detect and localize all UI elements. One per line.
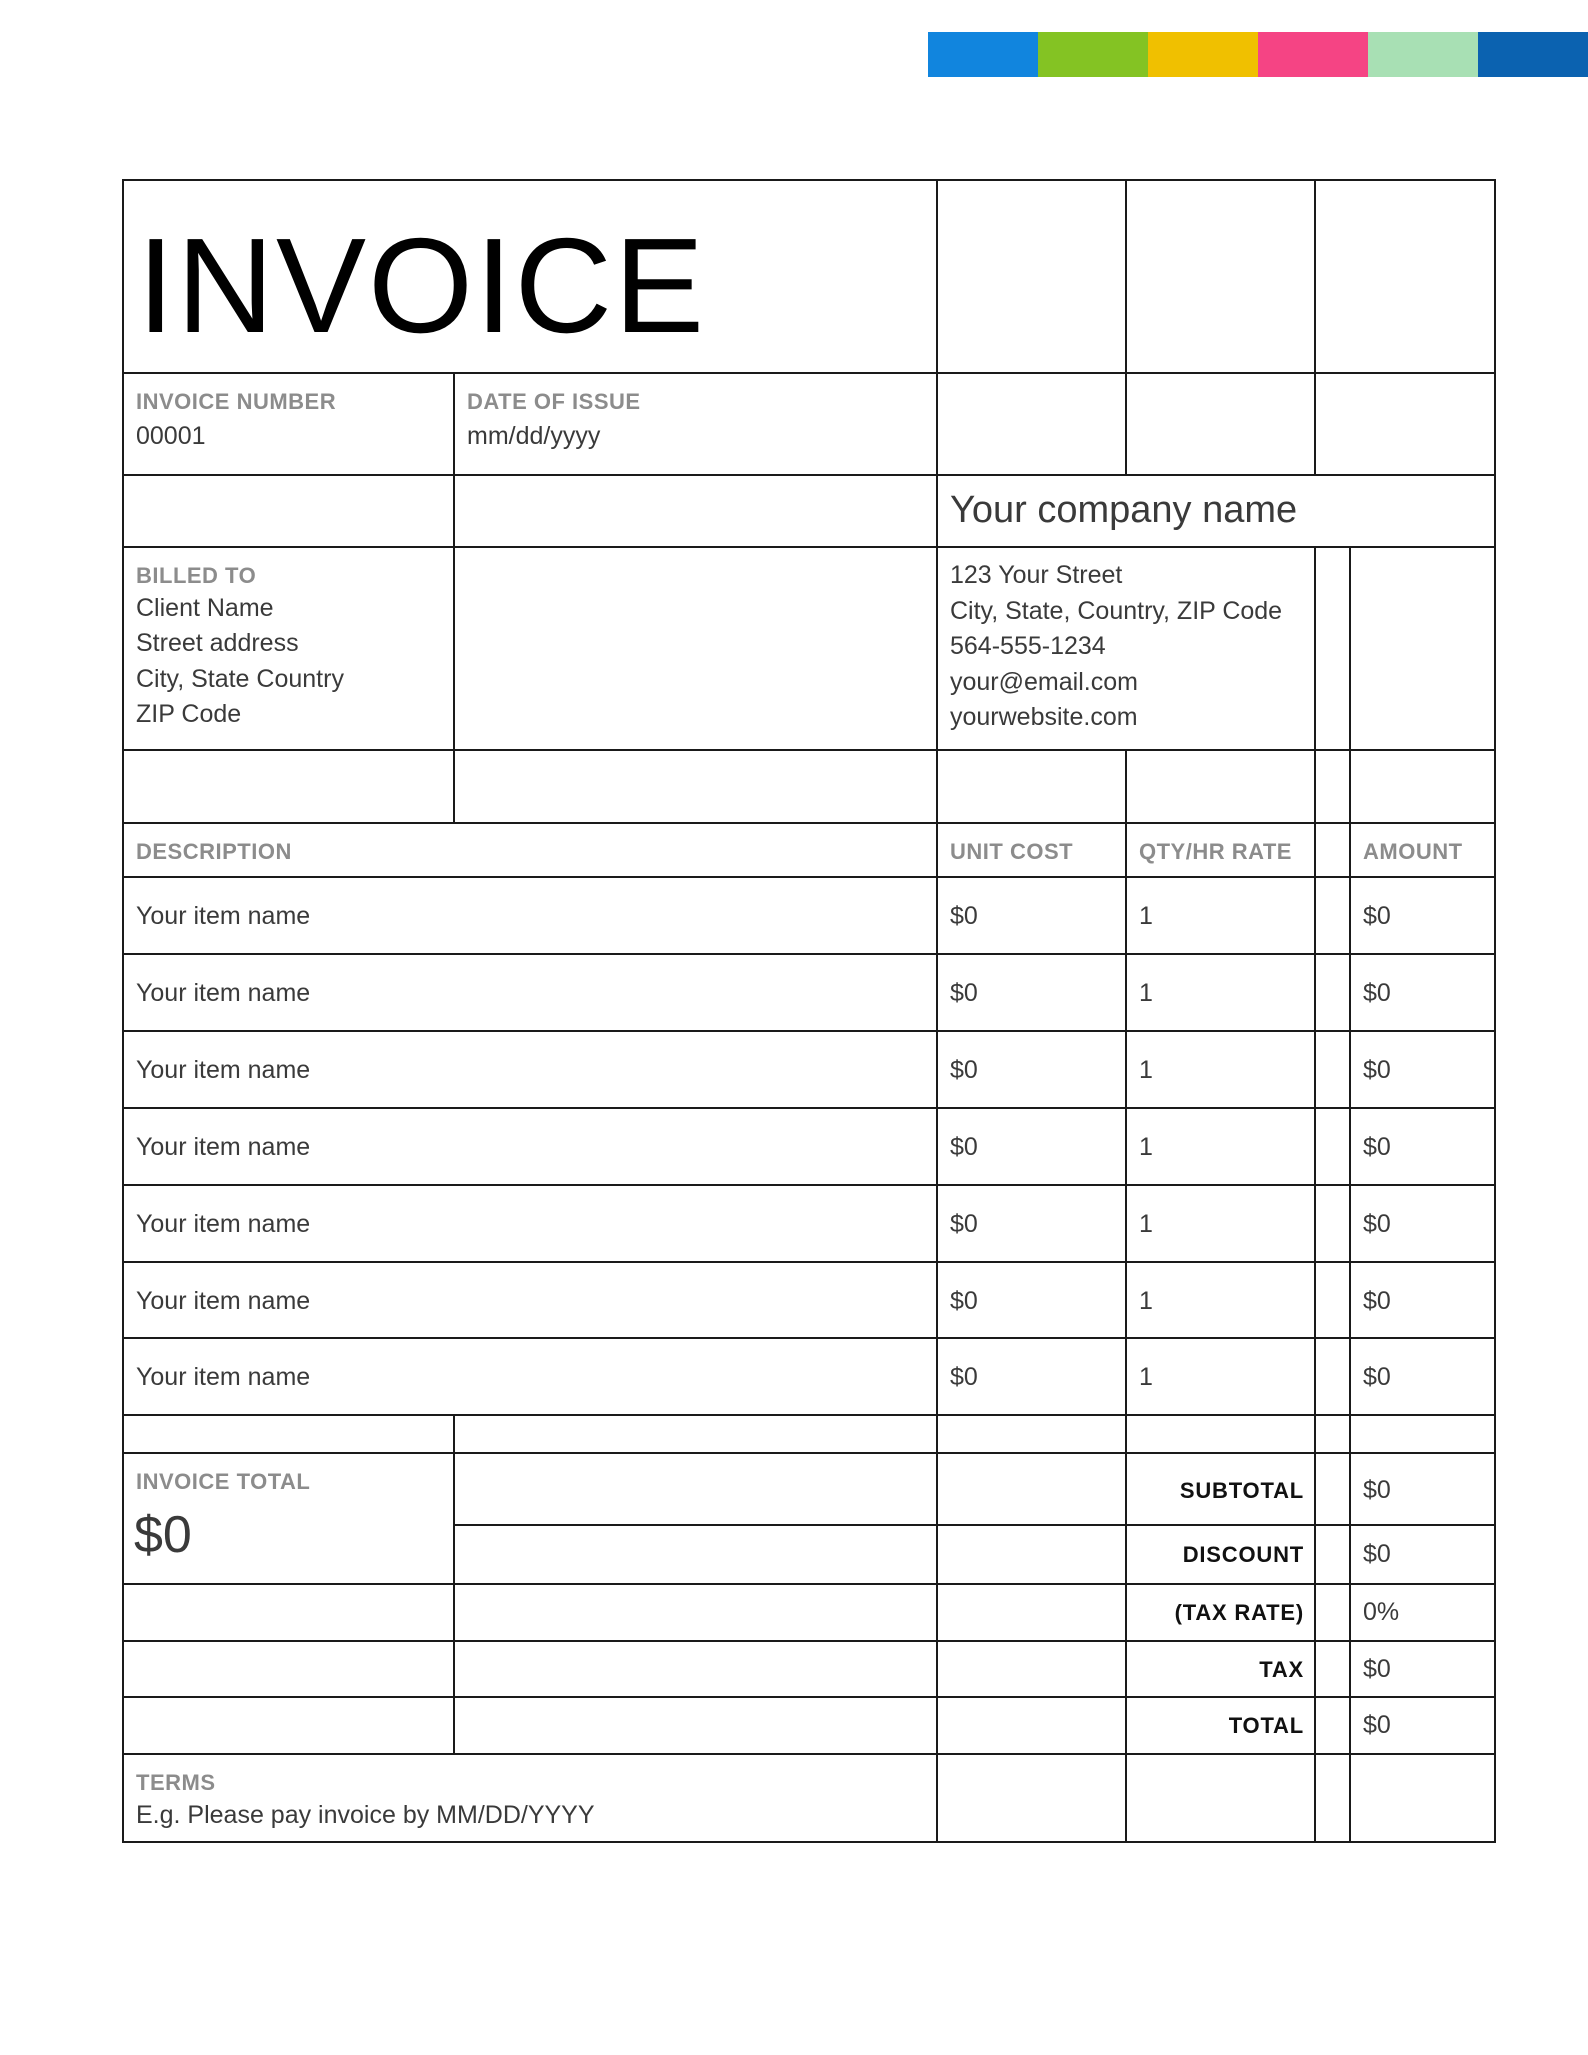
date-of-issue-value: mm/dd/yyyy [467, 422, 601, 450]
grid-line [122, 1583, 1496, 1585]
item-description: Your item name [136, 1133, 311, 1161]
billed-to-label: BILLED TO [136, 563, 257, 588]
grid-line [1125, 179, 1127, 476]
grid-line [122, 1107, 1496, 1109]
tax-rate-label: (TAX RATE) [1174, 1600, 1304, 1625]
col-header-amount: AMOUNT [1363, 839, 1463, 864]
date-of-issue-label: DATE OF ISSUE [467, 389, 641, 414]
grid-line [122, 876, 1496, 878]
grid-line [122, 1184, 1496, 1186]
discount-label: DISCOUNT [1182, 1542, 1304, 1567]
invoice-total-label: INVOICE TOTAL [136, 1469, 311, 1494]
item-unit-cost: $0 [950, 1363, 978, 1391]
item-description: Your item name [136, 1287, 311, 1315]
grid-line [122, 1261, 1496, 1263]
item-amount: $0 [1363, 1363, 1391, 1391]
col-header-qty: QTY/HR RATE [1139, 839, 1292, 864]
grid-line [122, 372, 1496, 374]
tax-value: $0 [1363, 1655, 1391, 1683]
item-qty: 1 [1139, 1133, 1153, 1161]
item-description: Your item name [136, 1210, 311, 1238]
item-amount: $0 [1363, 1056, 1391, 1084]
grid-line [122, 1414, 1496, 1416]
grid-line [1314, 179, 1316, 476]
item-description: Your item name [136, 979, 311, 1007]
subtotal-label: SUBTOTAL [1179, 1478, 1304, 1503]
grid-line [1314, 546, 1316, 1843]
col-header-description: DESCRIPTION [136, 839, 292, 864]
grid-line [122, 1337, 1496, 1339]
item-unit-cost: $0 [950, 1056, 978, 1084]
total-value: $0 [1363, 1711, 1391, 1739]
item-qty: 1 [1139, 1287, 1153, 1315]
item-amount: $0 [1363, 1210, 1391, 1238]
item-qty: 1 [1139, 1056, 1153, 1084]
grid-line [122, 1452, 1496, 1454]
item-unit-cost: $0 [950, 1210, 978, 1238]
grid-line [936, 179, 938, 1843]
company-city: City, State, Country, ZIP Code [950, 597, 1283, 625]
total-label: TOTAL [1228, 1713, 1304, 1738]
grid-line [122, 953, 1496, 955]
grid-line [122, 546, 1496, 548]
invoice-number-value: 00001 [136, 422, 206, 450]
item-amount: $0 [1363, 1287, 1391, 1315]
item-unit-cost: $0 [950, 1133, 978, 1161]
item-amount: $0 [1363, 902, 1391, 930]
grid-line [122, 1696, 1496, 1698]
color-swatch-pink [1258, 32, 1368, 77]
invoice-title: INVOICE [137, 210, 707, 361]
grid-line [122, 822, 1496, 824]
company-street: 123 Your Street [950, 561, 1123, 589]
invoice-total-value: $0 [134, 1506, 192, 1564]
color-swatch-green [1038, 32, 1148, 77]
grid-line [122, 474, 1496, 476]
company-name: Your company name [950, 489, 1298, 531]
color-swatch-yellow [1148, 32, 1258, 77]
color-swatch-blue [928, 32, 1038, 77]
grid-line [122, 749, 1496, 751]
invoice-number-label: INVOICE NUMBER [136, 389, 337, 414]
grid-line [122, 1640, 1496, 1642]
grid-line [1494, 179, 1496, 1843]
company-phone: 564-555-1234 [950, 632, 1106, 660]
brand-color-strip [928, 32, 1588, 77]
tax-rate-value: 0% [1363, 1598, 1400, 1626]
col-header-unit-cost: UNIT COST [950, 839, 1074, 864]
grid-line [122, 179, 124, 1843]
company-email: your@email.com [950, 668, 1138, 696]
terms-value: E.g. Please pay invoice by MM/DD/YYYY [136, 1801, 595, 1829]
grid-line [453, 372, 455, 822]
company-website: yourwebsite.com [950, 703, 1138, 731]
terms-label: TERMS [136, 1770, 216, 1795]
grid-line [1349, 546, 1351, 1843]
item-amount: $0 [1363, 979, 1391, 1007]
grid-line [122, 179, 1496, 181]
item-description: Your item name [136, 902, 311, 930]
grid-line [453, 1414, 455, 1755]
client-name: Client Name [136, 594, 274, 622]
color-swatch-mint [1368, 32, 1478, 77]
item-qty: 1 [1139, 1363, 1153, 1391]
client-zip: ZIP Code [136, 700, 242, 728]
subtotal-value: $0 [1363, 1476, 1391, 1504]
item-unit-cost: $0 [950, 1287, 978, 1315]
grid-line [453, 1524, 1496, 1526]
grid-line [122, 1030, 1496, 1032]
client-city: City, State Country [136, 665, 344, 693]
grid-line [122, 1841, 1496, 1843]
item-qty: 1 [1139, 1210, 1153, 1238]
color-swatch-darkblue [1478, 32, 1588, 77]
item-description: Your item name [136, 1056, 311, 1084]
item-qty: 1 [1139, 902, 1153, 930]
item-description: Your item name [136, 1363, 311, 1391]
item-amount: $0 [1363, 1133, 1391, 1161]
item-unit-cost: $0 [950, 979, 978, 1007]
item-unit-cost: $0 [950, 902, 978, 930]
discount-value: $0 [1363, 1540, 1391, 1568]
tax-label: TAX [1259, 1657, 1304, 1682]
grid-line [122, 1753, 1496, 1755]
item-qty: 1 [1139, 979, 1153, 1007]
client-street: Street address [136, 629, 299, 657]
